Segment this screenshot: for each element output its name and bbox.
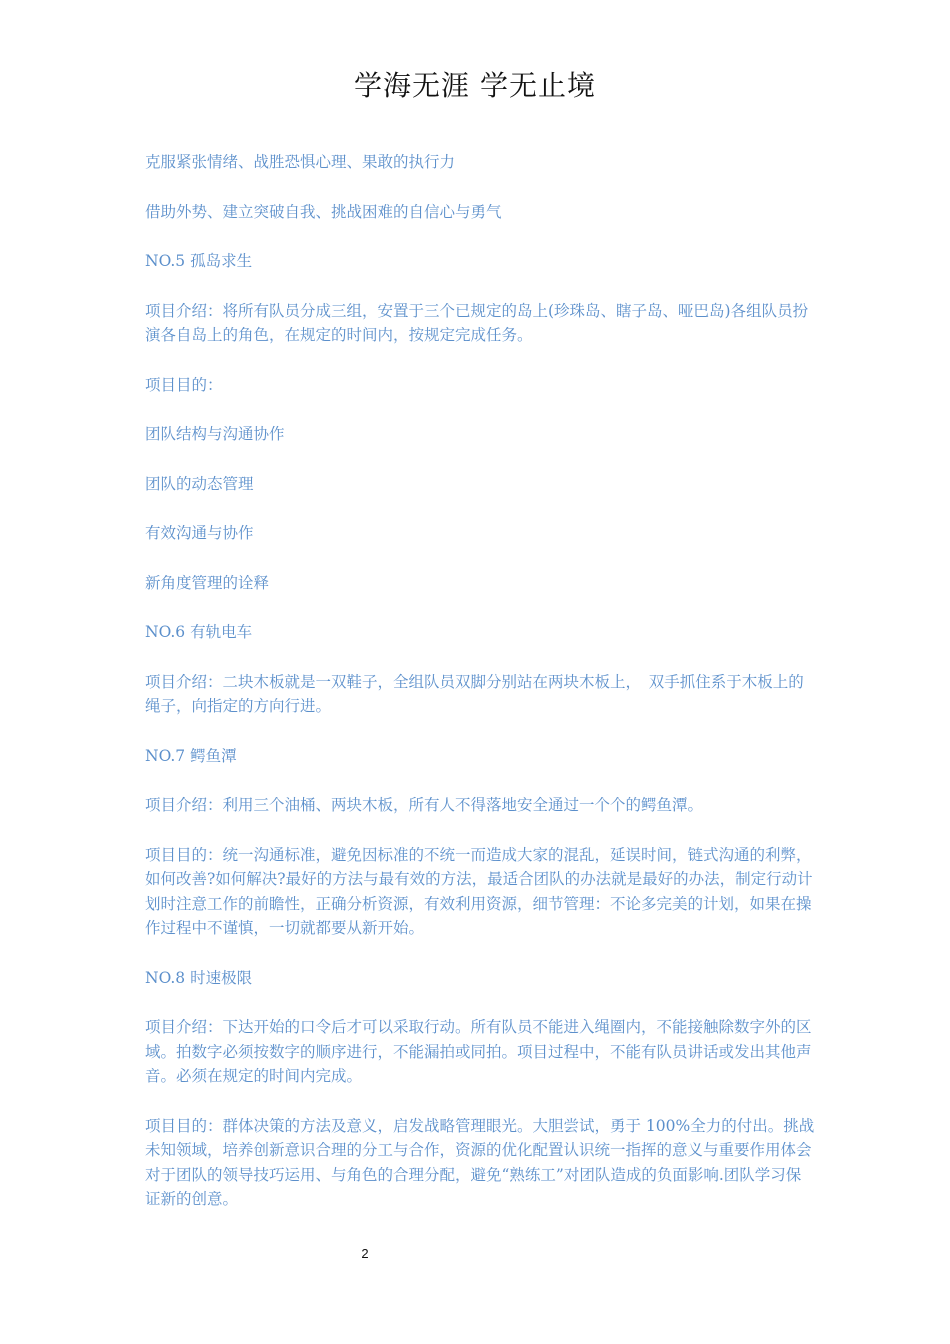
paragraph-no5-intro: 项目介绍：将所有队员分成三组，安置于三个已规定的岛上(珍珠岛、瞎子岛、哑巴岛)各组队员扮演各自岛上的角色，在规定的时间内，按规定完成任务。	[145, 301, 809, 344]
section-heading-no7: NO.7 鳄鱼潭	[145, 746, 237, 765]
section-heading-no6: NO.6 有轨电车	[145, 623, 253, 641]
paragraph-no5-purpose-1: 团队结构与沟通协作	[145, 425, 285, 443]
paragraph-no5-purpose-3: 有效沟通与协作	[145, 524, 254, 542]
paragraph-confidence: 借助外势、建立突破自我、挑战困难的自信心与勇气	[145, 202, 502, 221]
paragraph-no8-intro: 项目介绍：下达开始的口令后才可以采取行动。所有队员不能进入绳圈内，不能接触除数字外的区域。拍数字必须按数字的顺序进行，不能漏拍或同拍。项目过程中，不能有队员讲话或发出其他声音。必须在规定的时间内完成。	[145, 1018, 812, 1085]
paragraph-no6-intro: 项目介绍：二块木板就是一双鞋子，全组队员双脚分别站在两块木板上， 双手抓住系于木板上的绳子，向指定的方向行进。	[145, 672, 804, 715]
paragraph-no7-intro: 项目介绍：利用三个油桶、两块木板，所有人不得落地安全通过一个个的鳄鱼潭。	[145, 796, 704, 814]
page-title: 学海无涯 学无止境	[354, 69, 596, 102]
paragraph-no7-purpose: 项目目的：统一沟通标准，避免因标准的不统一而造成大家的混乱，延误时间，链式沟通的利弊，如何改善?如何解决?最好的方法与最有效的方法，最适合团队的办法就是最好的办法，制定行动计划时注意工作的前瞻性，正确分析资源，有效利用资源，细节管理：不论多完美的计划，如果在操作过程中不谨慎，一切就都要从新开始。	[145, 845, 813, 937]
paragraph-no5-purpose-2: 团队的动态管理	[145, 474, 254, 493]
section-heading-no8: NO.8 时速极限	[145, 968, 253, 987]
paragraph-tension: 克服紧张情绪、战胜恐惧心理、果敢的执行力	[145, 153, 456, 171]
paragraph-no8-purpose: 项目目的：群体决策的方法及意义，启发战略管理眼光。大胆尝试，勇于 100%全力的付出。挑战未知领域，培养创新意识合理的分工与合作，资源的优化配置认识统一指挥的意义与重要作用体会对于团队的领导技巧运用、与角色的合理分配，避免“熟练工”对团队造成的负面影响.团队学习保证新的创意。	[145, 1116, 815, 1208]
paragraph-no5-purpose-label: 项目目的：	[145, 375, 223, 394]
document-body	[145, 150, 815, 1237]
paragraph-no5-purpose-4: 新角度管理的诠释	[145, 573, 270, 592]
page-number: 2	[361, 1246, 369, 1261]
section-heading-no5: NO.5 孤岛求生	[145, 252, 253, 270]
